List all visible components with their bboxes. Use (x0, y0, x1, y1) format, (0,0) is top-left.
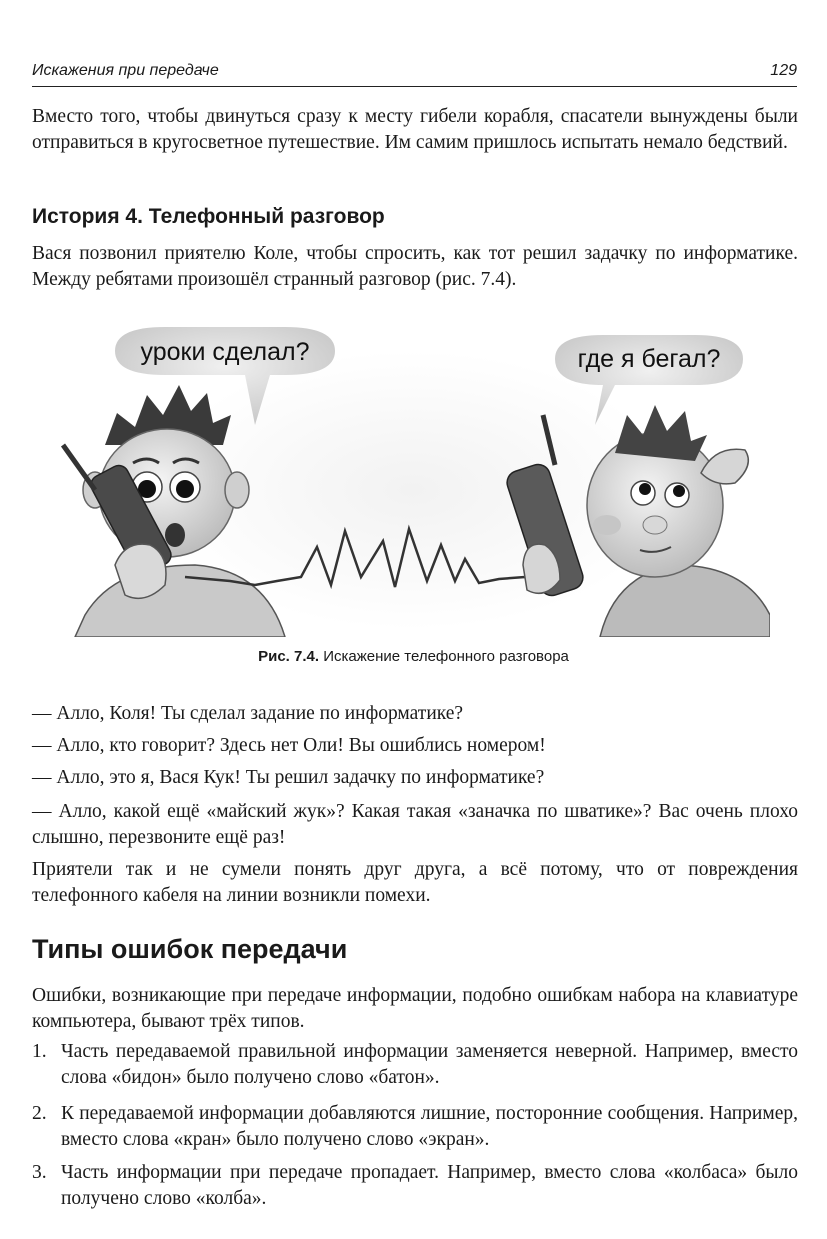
dialogue-line: — Алло, Коля! Ты сделал задание по информатике? (32, 703, 464, 724)
list-item-number: 3. (32, 1162, 47, 1183)
bubble-right-text: где я бегал? (577, 345, 721, 373)
running-header (32, 60, 797, 87)
dialogue-line: — Алло, какой ещё «майский жук»? Какая такая «заначка по шватике»? Вас очень плохо слышно, перезвоните ещё раз! (32, 801, 798, 848)
intro-paragraph: Вместо того, чтобы двинуться сразу к месту гибели корабля, спасатели вынуждены были отправиться в кругосветное путешествие. Им самим пришлось испытать немало бедствий. (32, 106, 798, 153)
list-item-number: 1. (32, 1041, 47, 1062)
story-heading: История 4. Телефонный разговор (32, 205, 385, 228)
figure-caption-text: Искажение телефонного разговора (323, 648, 569, 665)
section-heading: Типы ошибок передачи (32, 934, 348, 964)
figure-illustration (55, 315, 770, 637)
page-number: 129 (770, 62, 797, 79)
list-item-text: К передаваемой информации добавляются лишние, посторонние сообщения. Например, вместо слова «кран» было получено слово «экран». (61, 1103, 798, 1150)
dialogue-line: — Алло, это я, Вася Кук! Ты решил задачку по информатике? (32, 767, 545, 788)
bubble-left-text: уроки сделал? (140, 338, 310, 366)
story-paragraph: Вася позвонил приятелю Коле, чтобы спросить, как тот решил задачку по информатике. Между ребятами произошёл странный разговор (рис. 7.4). (32, 243, 798, 290)
list-item-text: Часть передаваемой правильной информации заменяется неверной. Например, вместо слова «бидон» было получено слово «батон». (61, 1041, 798, 1088)
running-header-title: Искажения при передаче (32, 62, 219, 79)
section-paragraph: Ошибки, возникающие при передаче информации, подобно ошибкам набора на клавиатуре компьютера, бывают трёх типов. (32, 985, 798, 1032)
phone-conversation-illustration (55, 315, 770, 637)
list-item-text: Часть информации при передаче пропадает. Например, вместо слова «колбаса» было получено слово «колба». (61, 1162, 798, 1209)
figure-caption (0, 648, 827, 665)
dialogue-line: — Алло, кто говорит? Здесь нет Оли! Вы ошиблись номером! (32, 735, 546, 756)
conclusion-paragraph: Приятели так и не сумели понять друг друга, а всё потому, что от повреждения телефонного кабеля на линии возникли помехи. (32, 859, 798, 906)
list-item-number: 2. (32, 1103, 47, 1124)
figure-caption-label: Рис. 7.4. (258, 648, 320, 665)
